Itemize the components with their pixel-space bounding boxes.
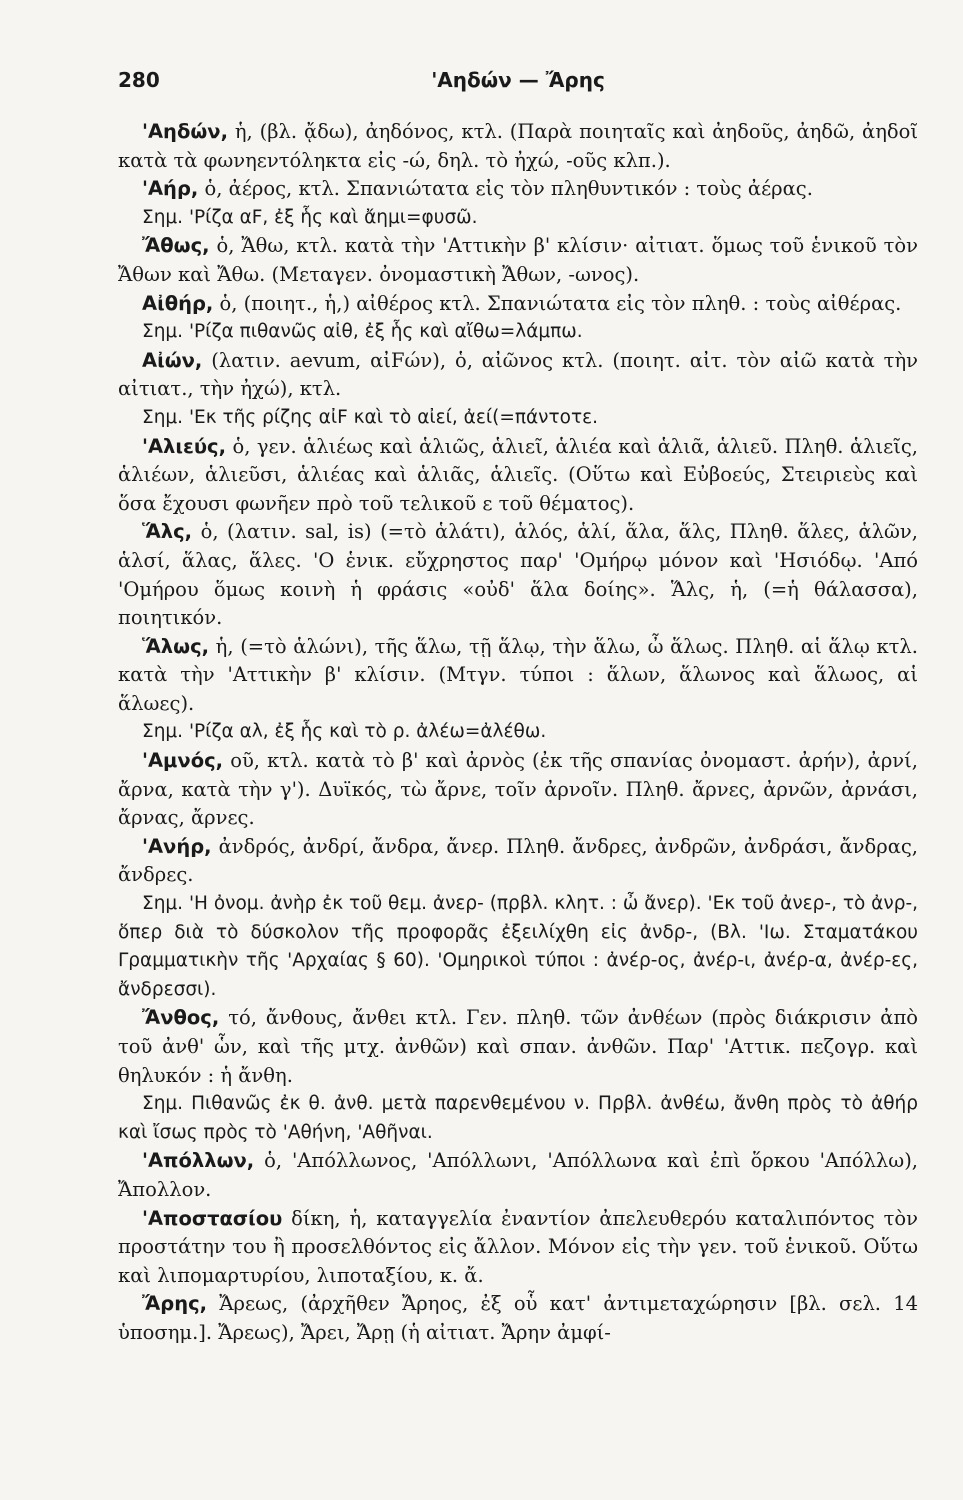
definition: ἡ, (=τὸ ἁλώνι), τῆς ἅλω, τῇ ἅλῳ, τὴν ἅλω, ὦ ἅλως. Πληθ. αἱ ἅλῳ κτλ. κατὰ τὴν 'Αττικὴν β' κλίσιν. (Μτγν. τύποι : ἅλων, ἅλωνος καὶ ἅλωος, αἱ ἅλωες). [118, 634, 918, 715]
definition: ὁ, 'Απόλλωνος, 'Απόλλωνι, 'Απόλλωνα καὶ ἐπὶ ὅρκου 'Απόλλω), Ἄπολλον. [118, 1149, 918, 1201]
note: Σημ. 'Εκ τῆς ρίζης αἰF καὶ τὸ αἰεί, ἀεί(=πάντοτε. [142, 406, 598, 428]
running-header [118, 60, 918, 96]
entry [118, 290, 918, 319]
note: Σημ. 'Ρίζα αF, ἐξ ἧς καὶ ἄημι=φυσῶ. [142, 206, 478, 228]
entry [118, 833, 918, 890]
note: Σημ. 'Η ὀνομ. ἀνὴρ ἐκ τοῦ θεμ. ἀνερ- (πρβλ. κλητ. : ὦ ἄνερ). 'Εκ τοῦ ἀνερ-, τὸ ἀνρ-, ὅπερ διὰ τὸ δύσκολον τῆς προφορᾶς ἐξειλίχθη εἰς ἀνδρ-, (Βλ. 'Ιω. Σταματάκου Γραμματικὴν τῆς 'Αρχαίας § 60). 'Ομηρικοὶ τύποι : ἀνέρ-ος, ἀνέρ-ι, ἀνέρ-α, ἀνέρ-ες, ἄνδρεσσι). [118, 893, 919, 1000]
headword: 'Αηδών, [142, 120, 228, 143]
entry [118, 1290, 918, 1347]
page-title: 'Αηδών — Ἄρης [431, 68, 605, 92]
definition: ἡ, (βλ. ᾄδω), ἀηδόνος, κτλ. (Παρὰ ποιηταῖς καὶ ἀηδοῦς, ἀηδῶ, ἀηδοῖ κατὰ τὰ φωνηεντόληκτα εἰς -ώ, δηλ. τὸ ἠχώ, -οῦς κλπ.). [118, 120, 918, 172]
entry [118, 633, 918, 719]
headword: 'Ανήρ, [142, 834, 212, 858]
note: Σημ. Πιθανῶς ἐκ θ. ἀνθ. μετὰ παρενθεμένου ν. Πρβλ. ἀνθέω, ἄνθη πρὸς τὸ ἀθήρ καὶ ἴσως πρὸς τὸ 'Αθήνη, 'Αθῆναι. [118, 1093, 918, 1143]
headword: 'Απόλλων, [142, 1149, 255, 1173]
entry [118, 433, 918, 519]
entry [118, 347, 918, 404]
headword: 'Αλιεύς, [142, 434, 226, 458]
entry [118, 1004, 918, 1090]
page-number: 280 [118, 68, 160, 92]
entry [118, 118, 918, 175]
definition: Ἄρεως, (ἀρχῆθεν Ἄρηος, ἐξ οὗ κατ' ἀντιμεταχώρησιν [βλ. σελ. 14 ὑποσημ.]. Ἄρεως), Ἄρει, Ἄρῃ (ἡ αἰτιατ. Ἄρην ἀμφί- [118, 1292, 919, 1344]
entry [118, 518, 918, 632]
entry [118, 747, 918, 833]
definition: τό, ἄνθους, ἄνθει κτλ. Γεν. πληθ. τῶν ἀνθέων (πρὸς διάκρισιν ἀπὸ τοῦ ἀνθ' ὧν, καὶ τῆς μτχ. ἀνθῶν) καὶ σπαν. ἀνθῶν. Παρ' 'Αττικ. πεζογρ. καὶ θηλυκόν : ἡ ἄνθη. [118, 1006, 918, 1087]
definition: δίκη, ἡ, καταγγελία ἐναντίον ἀπελευθερόυ καταλιπόντος τὸν προστάτην του ἢ προσελθόντος εἰς ἄλλον. Μόνον εἰς τὴν γεν. τοῦ ἑνικοῦ. Οὕτω καὶ λιπομαρτυρίου, λιποταξίου, κ. ἄ. [118, 1206, 919, 1287]
headword: Ἄνθος, [142, 1006, 220, 1030]
definition: οῦ, κτλ. κατὰ τὸ β' καὶ ἀρνὸς (ἐκ τῆς σπανίας ὀνομαστ. ἀρήν), ἀρνί, ἄρνα, κατὰ τὴν γ'). Δυϊκός, τὼ ἄρνε, τοῖν ἀρνοῖν. Πληθ. ἄρνες, ἀρνῶν, ἀρνάσι, ἄρνας, ἄρνες. [118, 749, 918, 830]
definition: ὁ, (ποιητ., ἡ,) αἰθέρος κτλ. Σπανιώτατα εἰς τὸν πληθ. : τοὺς αἰθέρας. [219, 291, 902, 315]
entry [118, 1147, 918, 1204]
note: Σημ. 'Ρίζα πιθανῶς αἰθ, ἐξ ἧς καὶ αἴθω=λάμπω. [142, 321, 583, 343]
entry [118, 1205, 918, 1291]
headword: Αἰών, [142, 348, 203, 372]
definition: ὁ, Ἄθω, κτλ. κατὰ τὴν 'Αττικὴν β' κλίσιν· αἰτιατ. ὅμως τοῦ ἑνικοῦ τὸν Ἄθων καὶ Ἄθω. (Μεταγεν. ὀνομαστικὴ Ἄθων, -ωνος). [118, 234, 919, 286]
headword: 'Αποστασίου [142, 1206, 283, 1230]
headword: 'Αήρ, [142, 177, 199, 201]
headword: 'Αμνός, [142, 749, 224, 773]
entries-column [118, 118, 918, 1348]
definition: ὁ, ἀέρος, κτλ. Σπανιώτατα εἰς τὸν πληθυντικόν : τοὺς ἀέρας. [204, 177, 813, 201]
headword: Ἅλως, [142, 634, 210, 658]
headword: Ἄρης, [142, 1292, 208, 1316]
definition: ἀνδρός, ἀνδρί, ἄνδρα, ἄνερ. Πληθ. ἄνδρες, ἀνδρῶν, ἀνδράσι, ἄνδρας, ἄνδρες. [118, 834, 918, 887]
definition: ὁ, (λατιν. sal, is) (=τὸ ἁλάτι), ἁλός, ἁλί, ἅλα, ἅλς, Πληθ. ἅλες, ἁλῶν, ἁλσί, ἅλας, ἅλες. 'Ο ἑνικ. εὔχρηστος παρ' 'Ομήρῳ μόνον καὶ 'Ησιόδῳ. 'Από 'Ομήρου ὅμως κοινὴ ἡ φράσις «οὐδ' ἅλα δοίης». Ἅλς, ἡ, (=ἡ θάλασσα), ποιητικόν. [118, 520, 918, 630]
note: Σημ. 'Ρίζα αλ, ἐξ ἧς καὶ τὸ ρ. ἀλέω=ἀλέθω. [142, 721, 547, 743]
headword: Ἄθως, [142, 234, 210, 258]
headword: Ἅλς, [142, 520, 193, 544]
headword: Αἰθήρ, [142, 291, 214, 315]
entry [118, 175, 918, 204]
definition: (λατιν. aevum, αἰFών), ὁ, αἰῶνος κτλ. (ποιητ. αἰτ. τὸν αἰῶ κατὰ τὴν αἰτιατ., τὴν ἠχώ), κτλ. [118, 348, 918, 401]
entry [118, 232, 918, 289]
definition: ὁ, γεν. ἁλιέως καὶ ἁλιῶς, ἁλιεῖ, ἁλιέα καὶ ἁλιᾶ, ἁλιεῦ. Πληθ. ἁλιεῖς, ἁλιέων, ἁλιεῦσι, ἁλιέας καὶ ἁλιᾶς, ἁλιεῖς. (Οὕτω καὶ Εὐβοεύς, Στειριεὺς καὶ ὅσα ἔχουσι φωνῆεν πρὸ τοῦ τελικοῦ ε τοῦ θέματος). [118, 434, 918, 515]
